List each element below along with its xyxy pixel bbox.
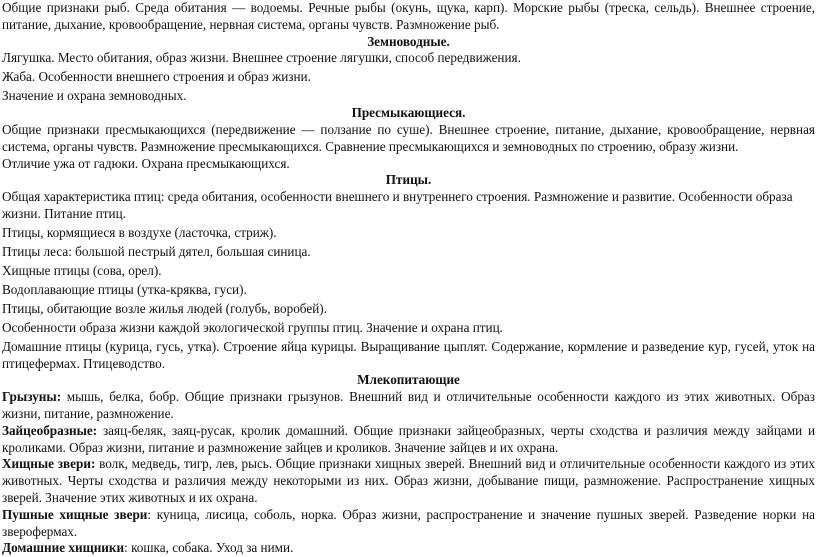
predators-text: волк, медведь, тигр, лев, рысь. Общие признаки хищных зверей. Внешний вид и отличительные особенности каждого из этих животных. Черты сходства и различия между некоторыми из них. Образ жизни, добывание пищи, размножение. Распространение хищных зверей. Значение этих животных и их охрана. xyxy=(2,456,815,505)
domestic-predators-paragraph xyxy=(2,540,815,557)
fur-predators-paragraph xyxy=(2,507,815,541)
reptiles-paragraph: Общие признаки пресмыкающихся (передвижение — ползание по суше). Внешнее строение, питание, дыхание, кровообращение, нервная система, органы чувств. Размножение пресмыкающихся. Сравнение пресмыкающихся и земноводных по строению, образу жизни. xyxy=(2,121,815,154)
amphibians-heading: Земноводные. xyxy=(367,33,450,49)
rodents-paragraph xyxy=(2,389,815,423)
birds-line-4: Водоплавающие птицы (утка-кряква, гуси). xyxy=(2,281,247,297)
birds-domestic-paragraph: Домашние птицы (курица, гусь, утка). Строение яйца курицы. Выращивание цыплят. Содержание, кормление и разведение кур, гусей, уток на птицефермах. Птицеводство. xyxy=(2,338,815,371)
rodents-text: мышь, белка, бобр. Общие признаки грызунов. Внешний вид и отличительные особенности каждого из этих животных. Образ жизни, питание, размножение. xyxy=(2,389,815,422)
hares-paragraph xyxy=(2,423,815,457)
amphibians-line-1: Лягушка. Место обитания, образ жизни. Внешнее строение лягушки, способ передвижения. xyxy=(2,50,521,66)
birds-line-1: Птицы, кормящиеся в воздухе (ласточка, стриж). xyxy=(2,224,277,240)
amphibians-line-3: Значение и охрана земноводных. xyxy=(2,88,187,104)
fish-paragraph: Общие признаки рыб. Среда обитания — водоемы. Речные рыбы (окунь, щука, карп). Морские рыбы (треска, сельдь). Внешнее строение, питание, дыхание, кровообращение, нервная система, органы чувств. Размножение рыб. xyxy=(2,0,815,32)
hares-label: Зайцеобразные: xyxy=(2,422,98,438)
birds-line-3: Хищные птицы (сова, орел). xyxy=(2,262,162,278)
birds-paragraph: Общая характеристика птиц: среда обитания, особенности внешнего и внутреннего строения. Размножение и развитие. Особенности образа жизни. Питание птиц. xyxy=(2,189,793,221)
mammals-heading: Млекопитающие xyxy=(357,372,460,388)
reptiles-heading: Пресмыкающиеся. xyxy=(351,105,466,121)
amphibians-line-2: Жаба. Особенности внешнего строения и образ жизни. xyxy=(2,69,311,85)
birds-line-5: Птицы, обитающие возле жилья людей (голубь, воробей). xyxy=(2,300,327,316)
predators-label: Хищные звери: xyxy=(2,456,96,472)
predators-paragraph xyxy=(2,456,815,506)
reptiles-line-2: Отличие ужа от гадюки. Охрана пресмыкающихся. xyxy=(2,155,290,171)
fur-predators-text: : куница, лисица, соболь, норка. Образ жизни, распространение и значение пушных зверей. Разведение норки на зверофермах. xyxy=(2,506,815,539)
hares-text: заяц-беляк, заяц-русак, кролик домашний. Общие признаки зайцеобразных, черты сходства и различия между зайцами и кроликами. Образ жизни, питание и размножение зайцев и кроликов. Значение зайцев и их охрана. xyxy=(2,422,815,455)
birds-line-6: Особенности образа жизни каждой экологической группы птиц. Значение и охрана птиц. xyxy=(2,319,503,335)
birds-heading: Птицы. xyxy=(385,172,432,188)
domestic-predators-text: : кошка, собака. Уход за ними. xyxy=(124,540,294,556)
birds-line-2: Птицы леса: большой пестрый дятел, большая синица. xyxy=(2,243,311,259)
rodents-label: Грызуны: xyxy=(2,389,62,405)
domestic-predators-label: Домашние хищники xyxy=(2,540,125,556)
fur-predators-label: Пушные хищные звери xyxy=(2,506,148,522)
